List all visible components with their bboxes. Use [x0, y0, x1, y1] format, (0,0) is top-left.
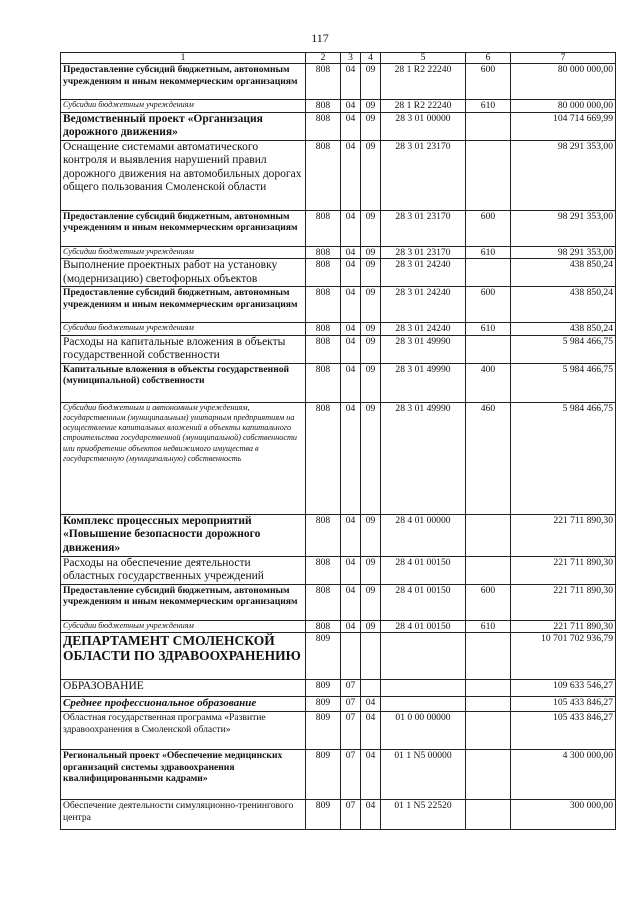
row-section-code: 04 — [341, 323, 361, 336]
row-section-code: 07 — [341, 800, 361, 830]
row-description: ОБРАЗОВАНИЕ — [61, 680, 306, 697]
row-amount: 221 711 890,30 — [511, 620, 616, 633]
row-description: Обеспечение деятельности симуляционно-тренингового центра — [61, 800, 306, 830]
row-expense-type — [466, 800, 511, 830]
row-amount: 4 300 000,00 — [511, 750, 616, 800]
row-target-article: 28 3 01 24240 — [381, 259, 466, 287]
row-expense-type: 600 — [466, 287, 511, 323]
row-amount: 300 000,00 — [511, 800, 616, 830]
row-ministry-code: 808 — [306, 335, 341, 363]
row-description: Субсидии бюджетным учреждениям — [61, 100, 306, 113]
row-description: Выполнение проектных работ на установку (модернизацию) светофорных объектов — [61, 259, 306, 287]
row-subsection-code: 09 — [361, 259, 381, 287]
row-expense-type — [466, 712, 511, 750]
row-section-code: 04 — [341, 259, 361, 287]
row-section-code: 04 — [341, 363, 361, 402]
row-expense-type: 610 — [466, 100, 511, 113]
row-subsection-code: 09 — [361, 363, 381, 402]
row-ministry-code: 808 — [306, 140, 341, 210]
row-target-article: 28 3 01 49990 — [381, 402, 466, 514]
page-number: 117 — [311, 31, 329, 45]
row-amount: 104 714 669,99 — [511, 112, 616, 140]
row-amount: 80 000 000,00 — [511, 64, 616, 100]
row-ministry-code: 808 — [306, 620, 341, 633]
row-section-code: 04 — [341, 335, 361, 363]
row-ministry-code: 808 — [306, 402, 341, 514]
row-target-article — [381, 697, 466, 712]
table-row — [61, 259, 616, 287]
row-subsection-code: 09 — [361, 140, 381, 210]
row-amount: 98 291 353,00 — [511, 210, 616, 246]
row-ministry-code: 809 — [306, 800, 341, 830]
row-ministry-code: 808 — [306, 112, 341, 140]
row-description: Комплекс процессных мероприятий «Повышение безопасности дорожного движения» — [61, 514, 306, 556]
row-ministry-code: 808 — [306, 514, 341, 556]
table-row — [61, 246, 616, 259]
table-row — [61, 712, 616, 750]
budget-table — [60, 52, 616, 830]
row-expense-type — [466, 140, 511, 210]
row-expense-type — [466, 112, 511, 140]
row-subsection-code: 09 — [361, 335, 381, 363]
row-ministry-code: 809 — [306, 712, 341, 750]
row-section-code: 04 — [341, 112, 361, 140]
row-amount: 98 291 353,00 — [511, 246, 616, 259]
row-section-code: 04 — [341, 246, 361, 259]
row-ministry-code: 808 — [306, 100, 341, 113]
row-section-code: 07 — [341, 697, 361, 712]
table-row — [61, 620, 616, 633]
row-target-article — [381, 633, 466, 680]
table-row — [61, 140, 616, 210]
row-amount: 5 984 466,75 — [511, 402, 616, 514]
row-section-code: 04 — [341, 100, 361, 113]
column-header: 4 — [361, 53, 381, 64]
row-ministry-code: 808 — [306, 246, 341, 259]
row-ministry-code: 809 — [306, 750, 341, 800]
row-target-article: 28 3 01 24240 — [381, 287, 466, 323]
row-description: Субсидии бюджетным учреждениям — [61, 323, 306, 336]
row-subsection-code: 04 — [361, 800, 381, 830]
row-subsection-code: 09 — [361, 514, 381, 556]
table-row — [61, 64, 616, 100]
row-expense-type: 610 — [466, 620, 511, 633]
table-row — [61, 323, 616, 336]
row-subsection-code: 09 — [361, 287, 381, 323]
row-section-code: 07 — [341, 680, 361, 697]
row-subsection-code: 04 — [361, 750, 381, 800]
row-description: Областная государственная программа «Развитие здравоохранения в Смоленской области» — [61, 712, 306, 750]
table-row — [61, 633, 616, 680]
row-amount: 221 711 890,30 — [511, 514, 616, 556]
row-section-code: 04 — [341, 514, 361, 556]
row-target-article: 28 3 01 49990 — [381, 363, 466, 402]
row-description: Предоставление субсидий бюджетным, автономным учреждениям и иным некоммерческим организациям — [61, 210, 306, 246]
row-section-code: 04 — [341, 64, 361, 100]
row-amount: 438 850,24 — [511, 323, 616, 336]
row-target-article: 28 4 01 00150 — [381, 584, 466, 620]
table-row — [61, 402, 616, 514]
row-section-code: 04 — [341, 620, 361, 633]
row-target-article: 28 1 R2 22240 — [381, 64, 466, 100]
row-section-code: 07 — [341, 750, 361, 800]
row-subsection-code: 04 — [361, 712, 381, 750]
row-ministry-code: 808 — [306, 584, 341, 620]
row-subsection-code: 09 — [361, 246, 381, 259]
row-description: Расходы на капитальные вложения в объекты государственной собственности — [61, 335, 306, 363]
row-expense-type — [466, 750, 511, 800]
row-ministry-code: 808 — [306, 259, 341, 287]
row-target-article: 28 4 01 00150 — [381, 556, 466, 584]
row-description: Расходы на обеспечение деятельности областных государственных учреждений — [61, 556, 306, 584]
row-subsection-code: 09 — [361, 100, 381, 113]
row-section-code: 04 — [341, 402, 361, 514]
row-expense-type — [466, 335, 511, 363]
row-amount: 98 291 353,00 — [511, 140, 616, 210]
column-header: 6 — [466, 53, 511, 64]
row-expense-type — [466, 680, 511, 697]
row-ministry-code: 809 — [306, 633, 341, 680]
table-row — [61, 556, 616, 584]
row-subsection-code: 09 — [361, 620, 381, 633]
table-row — [61, 800, 616, 830]
row-ministry-code: 808 — [306, 556, 341, 584]
table-row — [61, 514, 616, 556]
row-section-code — [341, 633, 361, 680]
row-amount: 438 850,24 — [511, 287, 616, 323]
row-ministry-code: 808 — [306, 210, 341, 246]
table-row — [61, 210, 616, 246]
row-target-article: 28 3 01 23170 — [381, 246, 466, 259]
row-target-article: 28 3 01 23170 — [381, 210, 466, 246]
row-amount: 10 701 702 936,79 — [511, 633, 616, 680]
row-description: Предоставление субсидий бюджетным, автономным учреждениям и иным некоммерческим организациям — [61, 287, 306, 323]
row-subsection-code: 09 — [361, 210, 381, 246]
row-expense-type: 400 — [466, 363, 511, 402]
row-subsection-code: 09 — [361, 64, 381, 100]
row-target-article — [381, 680, 466, 697]
row-ministry-code: 808 — [306, 363, 341, 402]
row-amount: 80 000 000,00 — [511, 100, 616, 113]
row-target-article: 28 4 01 00150 — [381, 620, 466, 633]
row-subsection-code: 09 — [361, 584, 381, 620]
row-section-code: 04 — [341, 584, 361, 620]
row-target-article: 28 3 01 24240 — [381, 323, 466, 336]
table-row — [61, 697, 616, 712]
row-subsection-code: 09 — [361, 556, 381, 584]
row-description: Оснащение системами автоматического контроля и выявления нарушений правил дорожного движения на автомобильных дорогах общего пользования Смоленской области — [61, 140, 306, 210]
row-section-code: 04 — [341, 556, 361, 584]
row-description: Предоставление субсидий бюджетным, автономным учреждениям и иным некоммерческим организациям — [61, 64, 306, 100]
row-expense-type — [466, 697, 511, 712]
row-expense-type: 610 — [466, 323, 511, 336]
table-header-row — [61, 53, 616, 64]
table-row — [61, 335, 616, 363]
table-row — [61, 363, 616, 402]
table-row — [61, 100, 616, 113]
row-amount: 221 711 890,30 — [511, 584, 616, 620]
table-row — [61, 112, 616, 140]
row-description: Субсидии бюджетным и автономным учреждениям, государственным (муниципальным) унитарным предприятиям на осуществление капитальных вложений в объекты капитального строительства государственной (муниципальной) собственности или приобретение объектов недвижимого имущества в государственную (муниципальную) собственность — [61, 402, 306, 514]
row-amount: 105 433 846,27 — [511, 712, 616, 750]
row-subsection-code: 09 — [361, 323, 381, 336]
column-header: 7 — [511, 53, 616, 64]
table-row — [61, 287, 616, 323]
row-amount: 5 984 466,75 — [511, 335, 616, 363]
row-amount: 109 633 546,27 — [511, 680, 616, 697]
row-target-article: 01 1 N5 22520 — [381, 800, 466, 830]
table-row — [61, 680, 616, 697]
row-expense-type: 610 — [466, 246, 511, 259]
row-subsection-code — [361, 680, 381, 697]
row-amount: 438 850,24 — [511, 259, 616, 287]
row-description: Ведомственный проект «Организация дорожного движения» — [61, 112, 306, 140]
row-expense-type — [466, 556, 511, 584]
column-header: 1 — [61, 53, 306, 64]
row-amount: 5 984 466,75 — [511, 363, 616, 402]
row-expense-type: 600 — [466, 210, 511, 246]
row-description: Субсидии бюджетным учреждениям — [61, 620, 306, 633]
row-description: Субсидии бюджетным учреждениям — [61, 246, 306, 259]
row-amount: 221 711 890,30 — [511, 556, 616, 584]
row-target-article: 01 1 N5 00000 — [381, 750, 466, 800]
row-ministry-code: 808 — [306, 323, 341, 336]
row-section-code: 04 — [341, 210, 361, 246]
row-expense-type: 600 — [466, 584, 511, 620]
row-ministry-code: 808 — [306, 287, 341, 323]
row-target-article: 28 3 01 00000 — [381, 112, 466, 140]
row-subsection-code: 09 — [361, 402, 381, 514]
row-target-article: 28 3 01 49990 — [381, 335, 466, 363]
row-expense-type — [466, 633, 511, 680]
row-description: ДЕПАРТАМЕНТ СМОЛЕНСКОЙ ОБЛАСТИ ПО ЗДРАВООХРАНЕНИЮ — [61, 633, 306, 680]
row-description: Капитальные вложения в объекты государственной (муниципальной) собственности — [61, 363, 306, 402]
row-ministry-code: 809 — [306, 680, 341, 697]
row-ministry-code: 808 — [306, 64, 341, 100]
row-expense-type: 600 — [466, 64, 511, 100]
column-header: 3 — [341, 53, 361, 64]
row-subsection-code — [361, 633, 381, 680]
row-section-code: 04 — [341, 140, 361, 210]
row-expense-type — [466, 259, 511, 287]
row-description: Среднее профессиональное образование — [61, 697, 306, 712]
row-subsection-code: 09 — [361, 112, 381, 140]
row-expense-type — [466, 514, 511, 556]
row-target-article: 28 1 R2 22240 — [381, 100, 466, 113]
row-section-code: 04 — [341, 287, 361, 323]
table-row — [61, 584, 616, 620]
column-header: 2 — [306, 53, 341, 64]
row-target-article: 01 0 00 00000 — [381, 712, 466, 750]
row-section-code: 07 — [341, 712, 361, 750]
row-ministry-code: 809 — [306, 697, 341, 712]
row-subsection-code: 04 — [361, 697, 381, 712]
column-header: 5 — [381, 53, 466, 64]
row-description: Предоставление субсидий бюджетным, автономным учреждениям и иным некоммерческим организациям — [61, 584, 306, 620]
table-row — [61, 750, 616, 800]
row-target-article: 28 3 01 23170 — [381, 140, 466, 210]
row-expense-type: 460 — [466, 402, 511, 514]
row-description: Региональный проект «Обеспечение медицинских организаций системы здравоохранения квалифицированными кадрами» — [61, 750, 306, 800]
row-target-article: 28 4 01 00000 — [381, 514, 466, 556]
row-amount: 105 433 846,27 — [511, 697, 616, 712]
